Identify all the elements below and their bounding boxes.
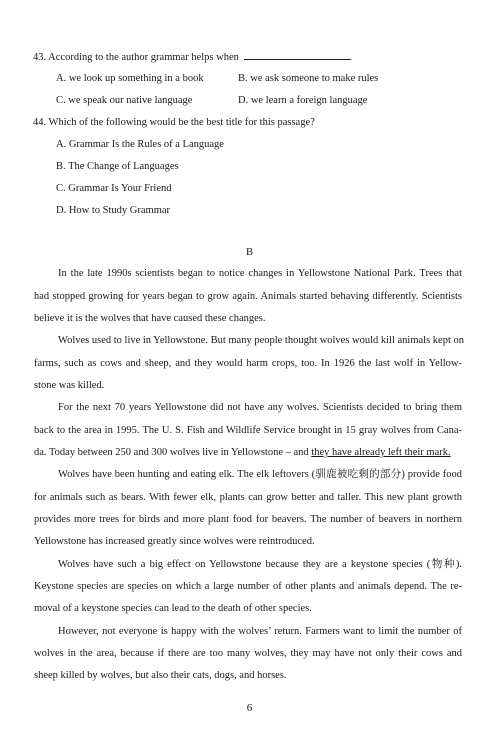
question-44-option-d: D. How to Study Grammar	[56, 205, 171, 216]
paragraph-5-line-2: Keystone species are species on which a large number of other plants and animals depend. The re-	[34, 581, 462, 592]
question-44-option-a: A. Grammar Is the Rules of a Language	[56, 139, 224, 150]
underlined-phrase: they have already left their mark.	[311, 447, 451, 458]
question-43-stem	[33, 50, 352, 65]
paragraph-5-line-1: Wolves have such a big effect on Yellowstone because they are a keystone species (物种).	[58, 559, 462, 570]
question-43-option-c: C. we speak our native language	[56, 95, 193, 106]
answer-blank	[244, 50, 350, 60]
paragraph-6-line-3: sheep killed by wolves, but also their cats, dogs, and horses.	[34, 670, 287, 681]
question-44-option-c: C. Grammar Is Your Friend	[56, 183, 172, 194]
question-43-option-b: B. we ask someone to make rules	[238, 73, 379, 84]
paragraph-1-line-2: had stopped growing for years began to grow again. Animals started behaving differently. Scientists	[34, 291, 462, 302]
paragraph-3-line-2: back to the area in 1995. The U. S. Fish and Wildlife Service brought in 15 gray wolves from Cana-	[34, 425, 462, 436]
paragraph-1-line-3: believe it is the wolves that have caused these changes.	[34, 313, 266, 324]
question-43-option-a: A. we look up something in a book	[56, 73, 204, 84]
paragraph-1-line-1: In the late 1990s scientists began to notice changes in Yellowstone National Park. Trees that	[58, 268, 462, 279]
question-44-option-b: B. The Change of Languages	[56, 161, 179, 172]
question-43-end: .	[349, 52, 353, 63]
paragraph-6-line-1: However, not everyone is happy with the wolves’ return. Farmers want to limit the number of	[58, 626, 462, 637]
question-43-text: 43. According to the author grammar helps when	[33, 52, 239, 63]
paragraph-4-line-3: provides more trees for birds and more plant food for beavers. The number of beavers in northern	[34, 514, 462, 525]
question-44-stem: 44. Which of the following would be the best title for this passage?	[33, 117, 315, 128]
paragraph-2-line-1: Wolves used to live in Yellowstone. But many people thought wolves would kill animals kept on	[58, 335, 464, 346]
paragraph-3-line-3	[34, 446, 462, 460]
paragraph-4-line-4: Yellowstone has increased greatly since wolves were reintroduced.	[34, 536, 315, 547]
paragraph-4-line-1: Wolves have been hunting and eating elk. The elk leftovers (驯鹿被吃剩的部分) provide food	[58, 469, 462, 480]
paragraph-5-line-3: moval of a keystone species can lead to the death of other species.	[34, 603, 312, 614]
page-number: 6	[246, 702, 253, 714]
paragraph-3-text: da. Today between 250 and 300 wolves live in Yellowstone – and	[34, 447, 309, 458]
paragraph-3-line-1: For the next 70 years Yellowstone did not have any wolves. Scientists decided to bring them	[58, 402, 462, 413]
question-43-option-d: D. we learn a foreign language	[238, 95, 368, 106]
paragraph-2-line-2: farms, such as cows and sheep, and they would harm crops, too. In 1926 the last wolf in Yellow-	[34, 358, 462, 369]
section-title: B	[245, 247, 253, 258]
paragraph-6-line-2: wolves in the area, because if there are too many wolves, they may have not only their cows and	[34, 648, 462, 659]
paragraph-4-line-2: for animals such as bears. With fewer elk, plants can grow better and taller. This new plant growth	[34, 492, 462, 503]
paragraph-2-line-3: stone was killed.	[34, 380, 105, 391]
